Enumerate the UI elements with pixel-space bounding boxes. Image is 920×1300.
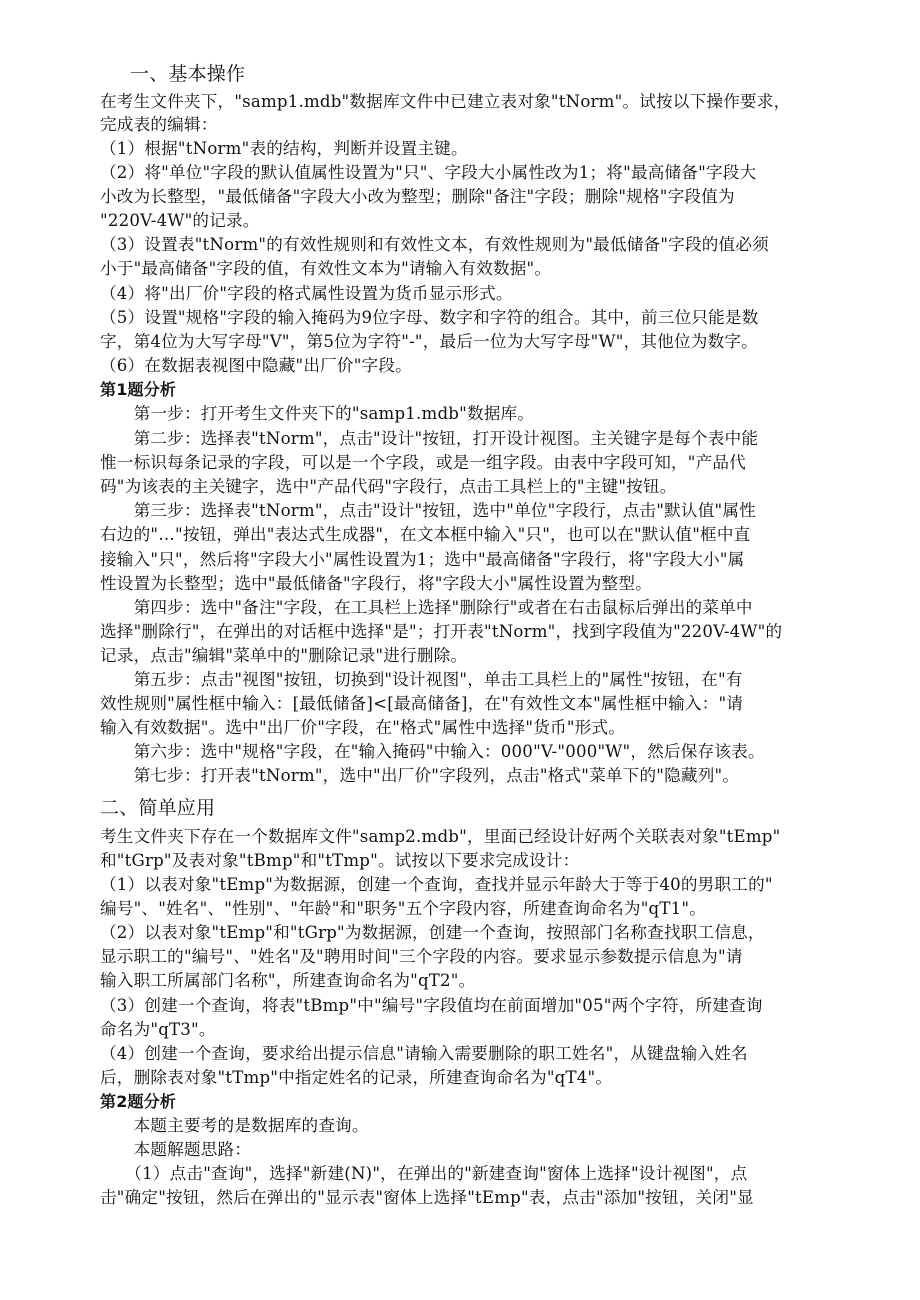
- section2-item-line: 后，删除表对象"tTmp"中指定姓名的记录，所建查询命名为"qT4"。: [100, 1068, 613, 1087]
- section2-item-line: 输入职工所属部门名称"，所建查询命名为"qT2"。: [100, 971, 476, 990]
- section1-step-line: 第三步：选择表"tNorm"，点击"设计"按钮，选中"单位"字段行，点击"默认值"属性: [100, 501, 756, 520]
- section2-heading: 二、简单应用: [100, 797, 216, 819]
- section2-item-line: （4）创建一个查询，要求给出提示信息"请输入需要删除的职工姓名"，从键盘输入姓名: [100, 1044, 748, 1063]
- section2-step-line: （1）点击"查询"，选择"新建(N)"，在弹出的"新建查询"窗体上选择"设计视图"，点: [100, 1164, 748, 1183]
- section1-step-line: 第六步：选中"规格"字段，在"输入掩码"中输入：000"V-"000"W"，然后保存该表。: [100, 742, 765, 761]
- section1-item-line: （4）将"出厂价"字段的格式属性设置为货币显示形式。: [100, 284, 513, 303]
- section2-step-line: 本题主要考的是数据库的查询。: [100, 1116, 369, 1135]
- section1-item-line: （3）设置表"tNorm"的有效性规则和有效性文本，有效性规则为"最低储备"字段的值必须: [100, 235, 769, 254]
- section1-item-line: 小改为长整型，"最低储备"字段大小改为整型；删除"备注"字段；删除"规格"字段值为: [100, 187, 735, 206]
- section1-step-line: 码"为该表的主关键字，选中"产品代码"字段行，点击工具栏上的"主键"按钮。: [100, 477, 677, 496]
- section1-analysis-title: 第1题分析: [100, 380, 177, 399]
- section2-step-line: 本题解题思路：: [100, 1140, 252, 1159]
- section1-intro-line: 在考生文件夹下，"samp1.mdb"数据库文件中已建立表对象"tNorm"。试按以下操作要求，: [100, 92, 791, 111]
- section2-item-line: （1）以表对象"tEmp"为数据源，创建一个查询，查找并显示年龄大于等于40的男职工的": [100, 875, 773, 894]
- section2-item-line: 显示职工的"编号"、"姓名"及"聘用时间"三个字段的内容。要求显示参数提示信息为"请: [100, 947, 743, 966]
- section1-step-line: 第四步：选中"备注"字段，在工具栏上选择"删除行"或者在右击鼠标后弹出的菜单中: [100, 598, 753, 617]
- section1-step-line: 接输入"只"，然后将"字段大小"属性设置为1；选中"最高储备"字段行，将"字段大小"属: [100, 550, 745, 569]
- section1-intro-line: 完成表的编辑：: [100, 115, 218, 134]
- section2-intro-line: 和"tGrp"及表对象"tBmp"和"tTmp"。试按以下要求完成设计：: [100, 851, 580, 870]
- section1-step-line: 惟一标识每条记录的字段，可以是一个字段，或是一组字段。由表中字段可知，"产品代: [100, 453, 746, 472]
- section1-step-line: 输入有效数据"。选中"出厂价"字段，在"格式"属性中选择"货币"形式。: [100, 718, 626, 737]
- section1-step-line: 第五步：点击"视图"按钮，切换到"设计视图"，单击工具栏上的"属性"按钮，在"有: [100, 670, 743, 689]
- section1-item-line: "220V-4W"的记录。: [100, 211, 260, 230]
- section2-step-line: 击"确定"按钮，然后在弹出的"显示表"窗体上选择"tEmp"表，点击"添加"按钮，关闭"显: [100, 1188, 754, 1207]
- section1-step-line: 右边的"…"按钮，弹出"表达式生成器"，在文本框中输入"只"，也可以在"默认值"框中直: [100, 525, 751, 544]
- section1-item-line: （2）将"单位"字段的默认值属性设置为"只"、字段大小属性改为1；将"最高储备"字段大: [100, 163, 757, 182]
- section2-item-line: 编号"、"姓名"、"性别"、"年龄"和"职务"五个字段内容，所建查询命名为"qT1"。: [100, 899, 707, 918]
- section1-step-line: 性设置为长整型；选中"最低储备"字段行，将"字段大小"属性设置为整型。: [100, 574, 652, 593]
- section2-item-line: （3）创建一个查询，将表"tBmp"中"编号"字段值均在前面增加"05"两个字符，所建查询: [100, 996, 763, 1015]
- section1-item-line: 字，第4位为大写字母"V"，第5位为字符"-"，最后一位为大写字母"W"，其他位为数字。: [100, 332, 758, 351]
- section1-step-line: 选择"删除行"，在弹出的对话框中选择"是"；打开表"tNorm"，找到字段值为"220V-4W"的: [100, 622, 783, 641]
- section1-step-line: 记录，点击"编辑"菜单中的"删除记录"进行删除。: [100, 646, 468, 665]
- section2-analysis-title: 第2题分析: [100, 1092, 177, 1111]
- section1-item-line: （6）在数据表视图中隐藏"出厂价"字段。: [100, 356, 412, 375]
- section2-item-line: （2）以表对象"tEmp"和"tGrp"为数据源，创建一个查询，按照部门名称查找职工信息，: [100, 923, 765, 942]
- section1-item-line: 小于"最高储备"字段的值，有效性文本为"请输入有效数据"。: [100, 259, 552, 278]
- section1-step-line: 效性规则"属性框中输入：[最低储备]<[最高储备]，在"有效性文本"属性框中输入："请: [100, 694, 744, 713]
- section1-item-line: （5）设置"规格"字段的输入掩码为9位字母、数字和字符的组合。其中，前三位只能是数: [100, 308, 759, 327]
- section2-item-line: 命名为"qT3"。: [100, 1020, 216, 1039]
- section1-step-line: 第一步：打开考生文件夹下的"samp1.mdb"数据库。: [100, 404, 535, 423]
- section1-step-line: 第七步：打开表"tNorm"，选中"出厂价"字段列，点击"格式"菜单下的"隐藏列"。: [100, 766, 740, 785]
- section1-heading: 一、基本操作: [130, 63, 246, 85]
- section2-intro-line: 考生文件夹下存在一个数据库文件"samp2.mdb"，里面已经设计好两个关联表对象"tEmp": [100, 827, 781, 846]
- section1-step-line: 第二步：选择表"tNorm"，点击"设计"按钮，打开设计视图。主关键字是每个表中能: [100, 429, 759, 448]
- section1-item-line: （1）根据"tNorm"表的结构，判断并设置主键。: [100, 139, 468, 158]
